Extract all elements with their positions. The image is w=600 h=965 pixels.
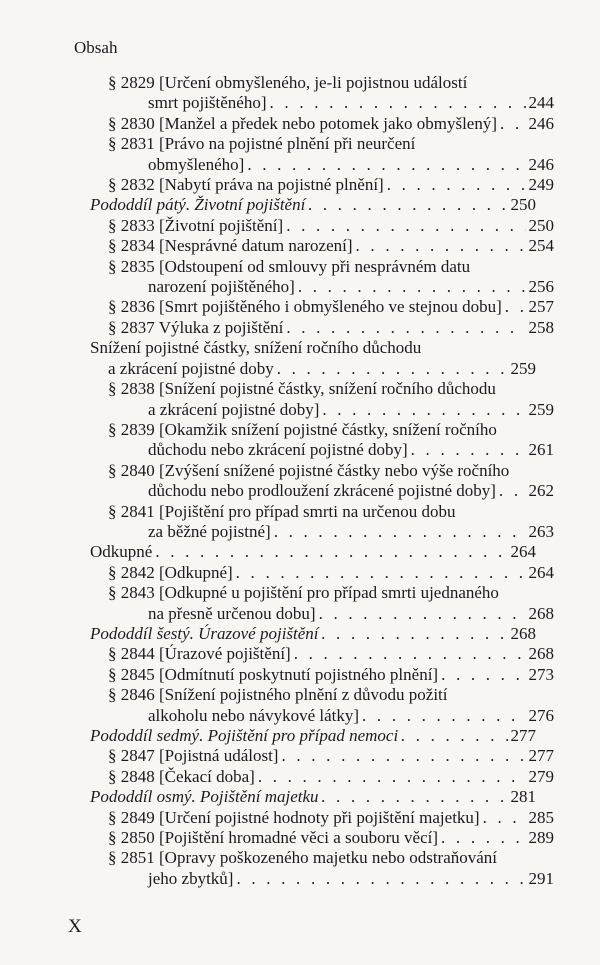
toc-page-number: 263 (528, 521, 554, 541)
toc-entry-last-line (108, 277, 554, 297)
dot-leader (286, 318, 525, 338)
toc-page-number: 276 (528, 705, 554, 725)
toc-entry (108, 114, 554, 134)
dot-leader (236, 869, 525, 889)
dot-leader (401, 726, 507, 746)
toc-page-number: 256 (528, 277, 554, 297)
toc-entry (108, 644, 554, 664)
toc-entry-title: smrt pojištěného] (148, 93, 267, 113)
toc-entry (90, 542, 536, 562)
dot-leader (270, 93, 526, 113)
toc-entry-last-line (108, 828, 554, 848)
toc-entry (108, 665, 554, 685)
dot-leader (322, 400, 525, 420)
toc-entry (90, 195, 536, 215)
toc-entry (108, 808, 554, 828)
toc-entry-last-line (108, 318, 554, 338)
toc-entry-last-line (108, 93, 554, 113)
toc-entry-title: § 2845 [Odmítnutí poskytnutí pojistného plnění] (108, 664, 439, 684)
toc-entry (108, 848, 554, 889)
dot-leader (247, 155, 525, 175)
toc-entry-title: Pododdíl šestý. Úrazové pojištění (90, 623, 319, 643)
toc-entry-title: § 2841 [Pojištění pro případ smrti na určenou dobu (108, 501, 456, 521)
toc-entry-title: a zkrácení pojistné doby] (148, 399, 320, 419)
toc-entry-title: jeho zbytků] (148, 868, 234, 888)
toc-entry-last-line (108, 808, 554, 828)
toc-page-number: 268 (510, 623, 536, 643)
toc-entry-title: § 2851 [Opravy poškozeného majetku nebo odstraňování (108, 848, 498, 868)
toc-entry-title: Pododdíl sedmý. Pojištění pro případ nemoci (90, 726, 399, 745)
dot-leader (387, 175, 526, 195)
toc-entry-last-line (108, 236, 554, 256)
toc-entry-title: § 2840 [Zvýšení snížené pojistné částky nebo výše ročního (108, 460, 510, 480)
toc-entry (108, 134, 554, 175)
toc-entry (108, 828, 554, 848)
dot-leader (298, 277, 526, 297)
dot-leader (277, 359, 508, 379)
toc-entry-last-line (108, 746, 554, 766)
toc-page-number: 254 (528, 236, 554, 256)
dot-leader (322, 787, 508, 807)
toc-page-number: 264 (510, 542, 536, 562)
toc-entry-last-line (90, 195, 536, 215)
toc-entry (90, 726, 536, 746)
toc-entry-last-line (108, 481, 554, 501)
toc-entry-last-line (108, 706, 554, 726)
toc-entry-title: alkoholu nebo návykové látky] (148, 705, 360, 725)
dot-leader (274, 522, 526, 542)
toc-entry (108, 318, 554, 338)
running-head: Obsah (74, 38, 118, 57)
toc-entry-last-line (108, 175, 554, 195)
toc-entry-title: důchodu nebo prodloužení zkrácené pojistné doby] (148, 481, 496, 501)
toc-entry-title: § 2838 [Snížení pojistné částky, snížení ročního důchodu (108, 379, 496, 399)
toc-entry (108, 746, 554, 766)
toc-entry-title: § 2847 [Pojistná událost] (108, 746, 279, 766)
toc-page-number: 250 (510, 195, 536, 215)
dot-leader (441, 828, 525, 848)
toc-entry-title: obmyšleného] (148, 154, 245, 174)
toc-entry (108, 502, 554, 543)
dot-leader (356, 236, 526, 256)
toc-entry-last-line (90, 624, 536, 644)
toc-entry-last-line (90, 787, 536, 807)
toc-entry-last-line (90, 542, 536, 562)
toc-entry-title: důchodu nebo zkrácení pojistné doby] (148, 440, 408, 460)
toc-page-number: 259 (528, 399, 554, 419)
toc-page-number: 261 (528, 440, 554, 460)
toc-entry-last-line (108, 216, 554, 236)
toc-page-number: 259 (510, 358, 536, 378)
toc-entry-last-line (108, 297, 554, 317)
toc-page-number: 262 (528, 481, 554, 501)
toc-entry-last-line (108, 644, 554, 664)
toc-entry (90, 338, 536, 379)
dot-leader (258, 767, 526, 787)
toc-page-number: 268 (528, 644, 554, 664)
toc-entry-last-line (108, 400, 554, 420)
dot-leader (505, 297, 526, 317)
toc-entry-last-line (108, 665, 554, 685)
toc-entry-last-line (108, 767, 554, 787)
toc-page-number: 268 (528, 603, 554, 623)
dot-leader (499, 481, 526, 501)
toc-page-number: 249 (528, 175, 554, 195)
toc-entry-title: § 2846 [Snížení pojistného plnění z důvodu požití (108, 685, 448, 705)
toc-entry-title: § 2849 [Určení pojistné hodnoty při pojištění majetku] (108, 807, 480, 827)
toc-page-number: 244 (528, 93, 554, 113)
toc-entry (90, 787, 536, 807)
toc-entry-title: § 2836 [Smrt pojištěného i obmyšleného ve stejnou dobu] (108, 297, 502, 317)
toc-entry-title: Pododdíl pátý. Životní pojištění (90, 195, 306, 215)
toc-entry-title: § 2834 [Nesprávné datum narození] (108, 236, 353, 256)
toc-entry-title: Pododdíl osmý. Pojištění majetku (90, 787, 319, 807)
toc-entry-last-line (90, 359, 536, 379)
page-number: X (68, 916, 82, 937)
toc-page-number: 250 (528, 215, 554, 235)
toc-page-number: 264 (528, 562, 554, 582)
toc-page-number: 257 (528, 297, 554, 317)
toc-page-number: 246 (528, 154, 554, 174)
toc-page-number: 258 (528, 317, 554, 337)
toc-entry-title: § 2842 [Odkupné] (108, 562, 233, 582)
toc-entry-last-line (108, 155, 554, 175)
toc-entry (108, 420, 554, 461)
toc-entry-title: § 2837 Výluka z pojištění (108, 317, 284, 337)
toc-entry-title: § 2831 [Právo na pojistné plnění při neurčení (108, 134, 416, 154)
dot-leader (308, 195, 507, 215)
toc-page-number: 285 (528, 807, 554, 827)
toc-page-number: 289 (528, 828, 554, 848)
toc-entry-title: § 2848 [Čekací doba] (108, 766, 255, 786)
toc-entry-title: § 2832 [Nabytí práva na pojistné plnění] (108, 175, 384, 195)
toc-entry-last-line (108, 604, 554, 624)
toc-entry (108, 461, 554, 502)
dot-leader (294, 644, 526, 664)
toc-entry (108, 236, 554, 256)
toc-entry-title: za běžné pojistné] (148, 521, 271, 541)
toc-entry-title: narození pojištěného] (148, 277, 295, 297)
toc-entry-last-line (108, 869, 554, 889)
toc-entry-last-line (108, 114, 554, 134)
dot-leader (483, 808, 526, 828)
toc-entry (108, 583, 554, 624)
toc-entry-title: § 2830 [Manžel a předek nebo potomek jako obmyšlený] (108, 113, 498, 133)
toc-entry (108, 297, 554, 317)
toc-entry-title: Snížení pojistné částky, snížení ročního důchodu (90, 338, 422, 358)
toc-page-number: 279 (528, 766, 554, 786)
toc-page-number: 277 (510, 726, 536, 745)
dot-leader (281, 746, 525, 766)
toc-entry-title: na přesně určenou dobu] (148, 603, 316, 623)
toc-page-number: 277 (528, 746, 554, 766)
toc-entry-title: § 2833 [Životní pojištění] (108, 215, 284, 235)
toc-entry (108, 563, 554, 583)
dot-leader (362, 706, 525, 726)
toc-entry-last-line (108, 563, 554, 583)
toc-entry-title: Odkupné (90, 542, 153, 562)
toc-entry-last-line (108, 522, 554, 542)
dot-leader (322, 624, 508, 644)
dot-leader (500, 114, 525, 134)
toc-entry-title: § 2844 [Úrazové pojištění] (108, 644, 291, 664)
toc-entry (108, 257, 554, 298)
dot-leader (319, 604, 526, 624)
toc-entry (108, 767, 554, 787)
toc-page-number: 291 (528, 868, 554, 888)
toc-entry-title: § 2839 [Okamžik snížení pojistné částky, snížení ročního (108, 419, 497, 439)
toc-entry-title: § 2843 [Odkupné u pojištění pro případ smrti ujednaného (108, 583, 499, 603)
toc-entry (108, 685, 554, 726)
dot-leader (441, 665, 525, 685)
toc-entry-title: § 2835 [Odstoupení od smlouvy při nesprávném datu (108, 256, 471, 276)
toc-entry-title: § 2850 [Pojištění hromadné věci a souboru věcí] (108, 828, 439, 848)
toc-page-number: 281 (510, 787, 536, 807)
toc-entry (108, 73, 554, 114)
toc-entry-title: § 2829 [Určení obmyšleného, je-li pojistnou událostí (108, 73, 468, 92)
toc-entry-last-line (90, 726, 536, 746)
toc-entry (108, 216, 554, 236)
dot-leader (236, 563, 526, 583)
toc-entry-last-line (108, 440, 554, 460)
toc-entry (108, 379, 554, 420)
toc-page-number: 273 (528, 664, 554, 684)
dot-leader (155, 542, 507, 562)
toc-entry (108, 175, 554, 195)
toc-entry-title: a zkrácení pojistné doby (108, 358, 274, 378)
dot-leader (411, 440, 526, 460)
table-of-contents (0, 73, 600, 889)
dot-leader (286, 216, 525, 236)
toc-entry (90, 624, 536, 644)
toc-page-number: 246 (528, 113, 554, 133)
